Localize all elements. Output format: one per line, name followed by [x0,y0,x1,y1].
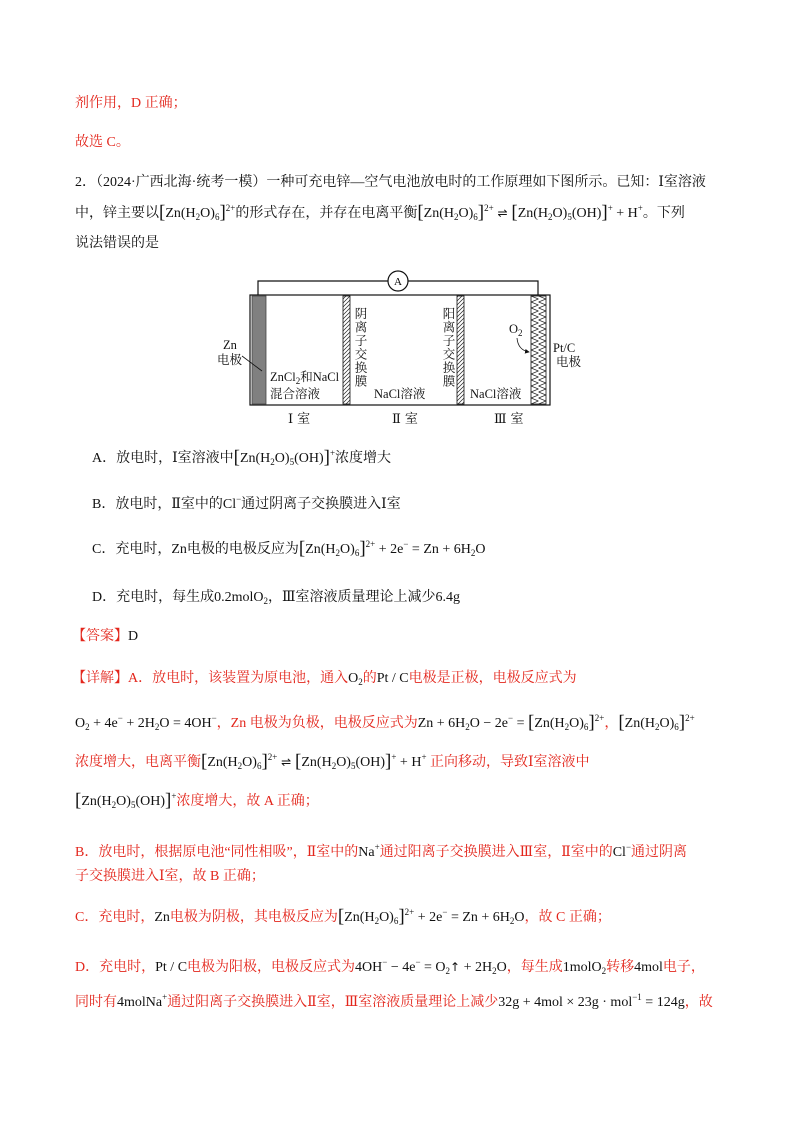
text-run: Zn [154,910,170,925]
bracket: [ [618,712,625,733]
ammeter-label: A [394,276,402,288]
room3-solution-label: NaCl溶液 [470,387,522,401]
subscript: 2 [509,916,515,926]
bracket: ] [359,538,366,559]
superscript: + [607,203,613,213]
red-text-run: ，每生成 [506,960,563,975]
pt-c-electrode [531,296,546,404]
text-run: Zn(H [239,451,271,466]
red-text-run: 正向移动，导致Ⅰ室溶液中 [426,755,590,770]
red-text-run: 【详解】A．放电时，该装置为原电池，通入 [72,671,349,686]
room3-label: Ⅲ室 [494,411,528,426]
red-text-run: 通过阳离子交换膜进入Ⅲ室，Ⅱ室中的 [379,845,613,860]
text-run: Pt / C [155,960,188,975]
membrane2-label: 阳离子交换膜 [441,307,455,388]
text-run: 2．（2024·广西北海·统考一模）一种可充电锌—空气电池放电时的工作原理如下图所示。已知：Ⅰ室溶液 [75,175,706,190]
text-run: O) [659,716,675,731]
text-run: 32g + 4mol × 23g · mol [498,995,633,1010]
text-run: Zn(H [624,716,655,731]
text-run: O − 2e [469,716,508,731]
text-run: O) [242,755,257,770]
subscript: 6 [473,212,478,222]
superscript: 2+ [267,752,278,762]
text-run: 浓度增大 [335,451,392,466]
subscript: 2 [470,548,476,558]
bracket: [ [159,202,166,223]
option-a [92,448,391,468]
superscript: − [508,713,514,723]
superscript: 2+ [484,203,494,213]
text-run: B．放电时，Ⅱ室中的Cl [92,497,237,512]
subscript: 2 [111,800,117,810]
text-run: D [128,629,139,644]
text-run: Zn(H [517,206,549,221]
question-stem-line-3 [75,234,159,254]
ptc-electrode-label: 电极 [556,355,582,369]
text-run: Zn(H [81,794,112,809]
superscript: − [415,957,421,967]
subscript: 6 [354,548,360,558]
text-run: O [509,322,519,336]
text-run: Zn(H [165,206,196,221]
subscript: 2 [270,457,275,467]
subscript: 2 [454,212,459,222]
bracket: [ [337,906,345,927]
superscript: + [421,752,427,762]
bracket: ] [261,751,268,772]
red-text-run: 通过阴离 [631,845,688,860]
red-text-run: ，故 C 正确； [524,910,611,925]
o2-label [509,322,523,338]
symbol: ⇌ [277,755,296,769]
superscript: − [236,494,242,504]
text-run: ，Ⅲ室溶液质量理论上减少6.4g [268,590,461,605]
text-run: 通过阴离子交换膜进入Ⅰ室 [241,497,401,512]
red-text-run: 通过阳离子交换膜进入Ⅱ室，Ⅲ室溶液质量理论上减少 [167,995,499,1010]
subscript: 6 [583,722,589,732]
red-text-run: 子交换膜进入Ⅰ室，故 B 正确； [75,869,265,884]
explanation-line-8 [75,957,705,977]
text-run: 说法错误的是 [75,236,159,251]
text-run: O = 4OH [159,716,212,731]
previous-answer-line-1 [75,94,187,114]
room1-solution-label [270,370,339,386]
subscript: 5 [567,212,572,222]
subscript: 5 [350,761,356,771]
text-run: (OH) [294,451,324,466]
red-text-run: 的 [362,671,377,686]
membrane1-label: 阴离子交换膜 [353,307,367,388]
bracket: [ [417,202,424,223]
text-run: A．放电时，Ⅰ室溶液中 [92,451,234,466]
text-run: O [75,716,86,731]
text-run: O) [200,206,215,221]
superscript: 2+ [685,713,695,723]
text-run: 1molO [562,960,602,975]
explanation-line-1 [72,669,577,689]
bracket: ] [164,790,172,811]
subscript: 2 [154,722,160,732]
bracket: ] [219,202,226,223]
subscript: 2 [465,722,470,732]
subscript: 2 [295,376,301,386]
superscript: 2+ [225,203,236,213]
bracket: [ [233,447,240,468]
question-stem-line-1 [75,173,706,193]
text-run: O) [336,755,351,770]
previous-answer-line-2 [75,133,130,153]
subscript: 2 [331,761,337,771]
symbol: ⇌ [493,206,512,220]
bracket: [ [511,202,518,223]
superscript: − [211,713,217,723]
subscript: 2 [358,677,363,687]
red-text-run: 【答案】 [72,629,128,644]
red-text-run: 同时有 [75,995,117,1010]
zn-electrode-label: 电极 [217,353,243,367]
explanation-line-2 [75,713,695,733]
explanation-line-5 [75,842,687,862]
superscript: 2+ [594,713,605,723]
text-run: Zn(H [423,206,454,221]
text-run: O [475,542,486,557]
red-text-run: 电极为阳极，电极反应式为 [187,960,356,975]
text-run: 的形式存在，并存在电离平衡 [235,206,418,221]
text-run: O) [340,542,355,557]
text-run: O) [458,206,474,221]
red-text-run: 故选 C。 [75,135,130,150]
red-text-run: C．充电时， [75,910,155,925]
red-text-run: 转移 [606,960,635,975]
room1-label: Ⅰ室 [288,411,315,426]
superscript: −1 [632,992,642,1002]
subscript: 6 [674,722,679,732]
bracket: ] [323,447,330,468]
superscript: + [329,448,336,458]
subscript: 2 [601,966,607,976]
text-run: O) [274,451,290,466]
text-run: + 4e [89,716,118,731]
text-run: = O [420,960,446,975]
text-run: (OH) [135,794,165,809]
room1-solution-label-2: 混合溶液 [270,387,321,401]
subscript: 2 [195,212,201,222]
bracket: [ [295,751,302,772]
question-stem-line-2 [75,203,685,223]
text-run: (OH) [355,755,386,770]
explanation-line-7 [75,907,611,927]
text-run: (OH) [571,206,602,221]
text-run: = 124g [641,995,685,1010]
text-run: + 2e [375,542,404,557]
text-run: Zn(H [305,542,336,557]
red-text-run: 剂作用，D 正确； [75,96,187,111]
text-run: + H [612,206,638,221]
text-run: C．充电时，Zn电极的电极反应为 [92,542,299,557]
bracket: ] [601,202,608,223]
subscript: 2 [548,212,553,222]
subscript: 2 [518,328,523,338]
zinc-electrode [252,296,266,404]
zn-label: Zn [223,338,237,352]
bracket: [ [75,790,82,811]
superscript: 2+ [404,907,415,917]
bracket: ] [385,751,392,772]
subscript: 6 [256,761,262,771]
subscript: 2 [374,916,380,926]
subscript: 2 [654,722,660,732]
text-run: O) [116,794,131,809]
text-run: 中，锌主要以 [75,206,159,221]
explanation-line-3 [75,752,590,772]
red-text-run: D．充电时， [75,960,156,975]
cation-exchange-membrane [457,296,464,404]
subscript: 2 [335,548,341,558]
bracket: ] [588,712,595,733]
subscript: 5 [289,457,295,467]
text-run: O) [552,206,568,221]
bracket: ] [398,906,405,927]
superscript: 2+ [365,539,376,549]
text-run: − 4e [387,960,416,975]
subscript: 2 [564,722,570,732]
text-run: + H [396,755,422,770]
option-c [92,539,486,559]
text-run: O [496,960,507,975]
explanation-line-9 [75,992,713,1012]
text-run: O) [569,716,584,731]
option-b [92,494,401,514]
subscript: 2 [263,596,268,606]
superscript: − [117,713,123,723]
subscript: 2 [445,966,451,976]
bracket: [ [201,751,208,772]
text-run: Cl [612,845,626,860]
red-text-run: 浓度增大，故 A 正确； [176,794,319,809]
bracket: ] [477,202,485,223]
red-text-run: 电极为阴极，其电极反应为 [169,910,338,925]
room2-label: Ⅱ室 [392,411,422,426]
text-run: 。下列 [642,206,685,221]
text-run: 4mol [634,960,663,975]
text-run: D．充电时，每生成0.2molO [92,590,264,605]
subscript: 6 [393,916,399,926]
ptc-label: Pt/C [553,341,576,355]
superscript: + [171,791,177,801]
bracket: ] [678,712,686,733]
red-text-run: 电子， [662,960,705,975]
bracket: [ [298,538,306,559]
subscript: 2 [492,966,497,976]
text-run: = [513,716,528,731]
text-run: 和NaCl [300,370,340,384]
text-run: Zn + 6H [417,716,466,731]
text-run: = Zn + 6H [408,542,471,557]
text-run: ZnCl [270,370,296,384]
subscript: 2 [237,761,243,771]
bracket: [ [527,712,535,733]
text-run: O) [379,910,394,925]
answer-line [72,627,138,647]
text-run: Zn(H [301,755,332,770]
red-text-run: B．放电时，根据原电池“同性相吸”，Ⅱ室中的 [75,845,359,860]
text-run: Zn(H [534,716,565,731]
anion-exchange-membrane [343,296,350,404]
text-run: O [514,910,525,925]
subscript: 2 [85,722,90,732]
text-run: 4OH [355,960,383,975]
text-run: O [348,671,359,686]
red-text-run: ， [604,716,619,731]
symbol: ↑ [450,960,461,974]
text-run: + 2e [414,910,443,925]
superscript: − [382,957,388,967]
text-run: Pt / C [376,671,409,686]
text-run: + 2H [122,716,155,731]
superscript: − [625,842,632,852]
subscript: 5 [130,800,136,810]
superscript: + [637,203,643,213]
explanation-line-6 [75,867,265,887]
text-run: = Zn + 6H [447,910,510,925]
red-text-run: 浓度增大，电离平衡 [75,755,201,770]
explanation-line-4 [75,791,319,811]
superscript: − [403,539,409,549]
red-text-run: 电极是正极，电极反应式为 [408,671,577,686]
red-text-run: ，故 [684,995,713,1010]
superscript: + [374,842,380,852]
text-run: Na [358,845,375,860]
superscript: + [391,752,397,762]
option-d [92,588,460,608]
red-text-run: ，Zn 电极为负极，电极反应式为 [216,716,418,731]
subscript: 6 [214,212,220,222]
superscript: − [442,907,448,917]
text-run: Zn(H [344,910,375,925]
text-run: Zn(H [207,755,238,770]
superscript: + [162,992,168,1002]
room2-solution-label: NaCl溶液 [374,387,426,401]
text-run: + 2H [460,960,493,975]
text-run: 4molNa [117,995,163,1010]
